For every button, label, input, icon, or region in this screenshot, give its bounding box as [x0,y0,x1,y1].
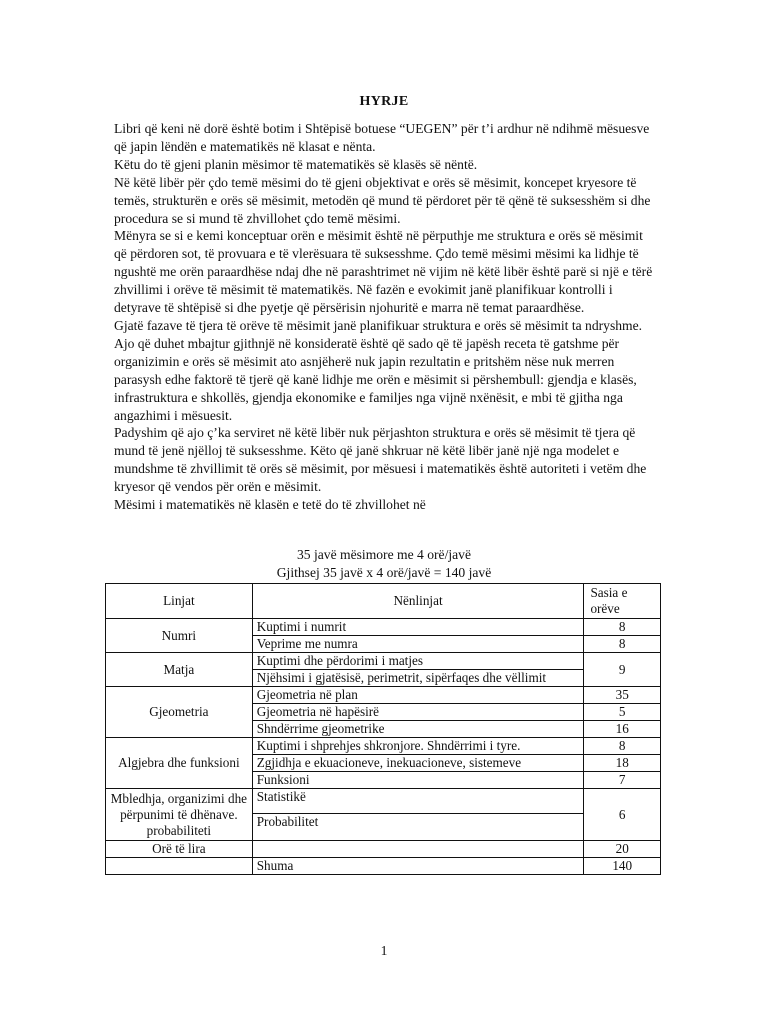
table-row [106,841,661,858]
page-number: 1 [380,943,388,958]
paragraph: Mënyra se si e kemi konceptuar orën e mësimit është në përputhje me struktura e orës së mësimit që përdoren sot, të provuara e të vlerësuara të suksesshme. Çdo temë mësimi mësimi ka lidhje të ngushtë me orën paraardhëse ndaj dhe në parashtrimet në vijim në këtë libër është parë si një e tërë zhvillimi i orëve të mësimit të matematikës. Në fazën e evokimit janë planifikuar kontrolli i detyrave të shtëpisë si dhe pyetje që përsërisin njohuritë e marra në temat paraardhëse. [114,228,653,316]
hours-cell: 7 [584,772,661,789]
strand-cell: Gjeometria [106,687,253,738]
total-hours-line: Gjithsej 35 javë x 4 orë/javë = 140 javë [276,565,492,580]
strand-cell: Numri [106,619,253,653]
paragraph: Padyshim që ajo ç’ka serviret në këtë libër nuk përjashton struktura e orës së mësimit të tjera që mund të jenë njëlloj të suksesshme. Këto që janë shkruar në këtë libër janë një nga modelet e mundshme të zhvillimit të orës së mësimit, por mësuesi i matematikës është autoriteti i vetëm dhe kryesor që vendos për orën e mësimit. [114,425,647,495]
substrand-cell-empty [252,841,584,858]
header-hours: Sasia e orëve [584,584,661,619]
strand-cell: Algjebra dhe funksioni [106,738,253,789]
curriculum-table [105,583,661,875]
table-header-row [106,584,661,619]
weeks-line: 35 javë mësimore me 4 orë/javë [296,547,471,562]
header-substrand: Nënlinjat [252,584,584,619]
page-title: HYRJE [359,94,409,109]
substrand-cell: Shndërrime gjeometrike [252,721,584,738]
hours-cell: 8 [584,619,661,636]
substrand-cell: Gjeometria në plan [252,687,584,704]
hours-cell: 9 [584,653,661,687]
hours-cell: 16 [584,721,661,738]
hours-cell: 20 [584,841,661,858]
hours-cell: 8 [584,738,661,755]
paragraph: Ajo që duhet mbajtur gjithnjë në konsideratë është që sado që të japësh receta të gatshme për organizimin e orës së mësimit ato asnjëherë nuk japin rezultatin e pritshëm nëse nuk merren parasysh edhe faktorë të tjerë që kanë lidhje me orën e mësimit si përshembull: gjendja e klasës, infrastruktura e shkollës, gjendja ekonomike e familjes nga vijnë nxënësit, e mbi të gjitha nga angazhimi i mësuesit. [114,335,637,423]
table-row [106,653,661,670]
substrand-cell: Njëhsimi i gjatësisë, perimetrit, sipërfaqes dhe vëllimit [252,670,584,687]
substrand-cell: Probabilitet [252,814,584,841]
table-total-row [106,858,661,875]
header-strand: Linjat [106,584,253,619]
hours-cell: 5 [584,704,661,721]
strand-cell: Mbledhja, organizimi dhe përpunimi të dhënave. probabiliteti [106,789,253,841]
substrand-cell: Zgjidhja e ekuacioneve, inekuacioneve, sistemeve [252,755,584,772]
substrand-cell: Gjeometria në hapësirë [252,704,584,721]
table-row [106,738,661,755]
table-row [106,687,661,704]
hours-cell: 6 [584,789,661,841]
strand-cell: Matja [106,653,253,687]
substrand-cell: Kuptimi i numrit [252,619,584,636]
total-empty-cell [106,858,253,875]
substrand-cell: Veprime me numra [252,636,584,653]
paragraph: Këtu do të gjeni planin mësimor të matematikës së klasës së nëntë. [114,156,478,172]
table-row [106,619,661,636]
total-hours: 140 [584,858,661,875]
paragraph: Mësimi i matematikës në klasën e tetë do të zhvillohet në [114,497,426,513]
strand-cell: Orë të lira [106,841,253,858]
paragraph: Libri që keni në dorë është botim i Shtëpisë botuese “UEGEN” për t’i ardhur në ndihmë mësuesve që japin lëndën e matematikës në klasat e nënta. [114,121,650,154]
total-label: Shuma [252,858,584,875]
table-row [106,789,661,814]
paragraph: Gjatë fazave të tjera të orëve të mësimit janë planifikuar struktura e orës së mësimit ta ndryshme. [114,317,643,333]
hours-cell: 18 [584,755,661,772]
hours-cell: 8 [584,636,661,653]
substrand-cell: Statistikë [252,789,584,814]
substrand-cell: Funksioni [252,772,584,789]
intro-text [114,120,654,514]
paragraph: Në këtë libër për çdo temë mësimi do të gjeni objektivat e orës së mësimit, koncepet kryesore të temës, strukturën e orës së mësimit, metodën që mund të përdoret për të qënë të suksesshëm si dhe procedura se si mund të zhvillohet çdo temë mësimi. [114,174,651,226]
hours-cell: 35 [584,687,661,704]
substrand-cell: Kuptimi i shprehjes shkronjore. Shndërrimi i tyre. [252,738,584,755]
substrand-cell: Kuptimi dhe përdorimi i matjes [252,653,584,670]
